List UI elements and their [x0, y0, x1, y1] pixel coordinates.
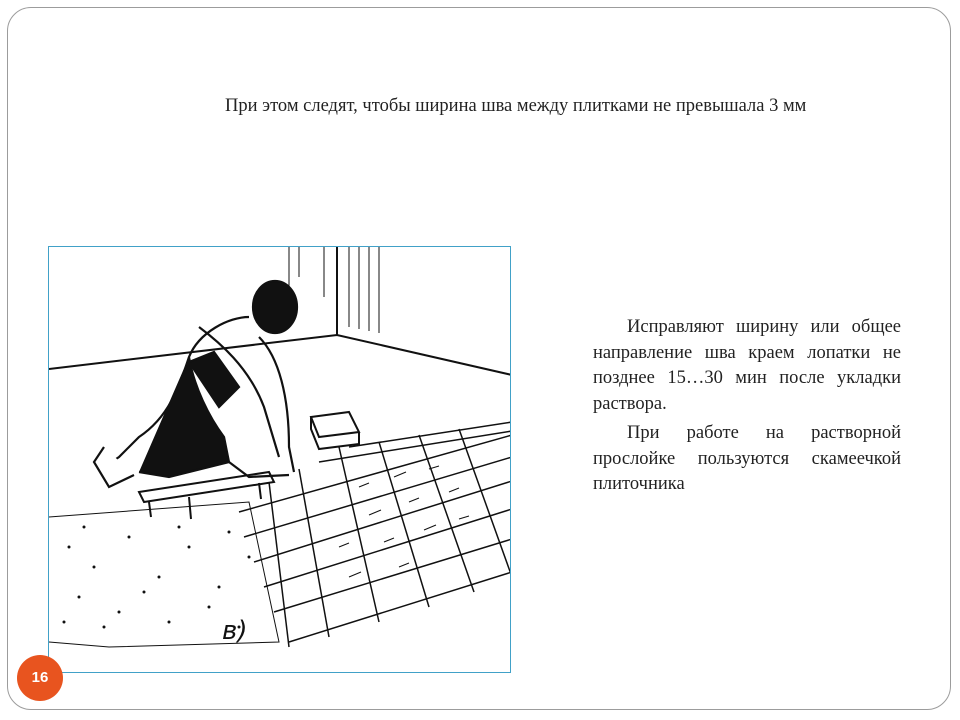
tile-grid [239, 422, 511, 647]
page-number-badge: 16 [17, 655, 63, 701]
worker-laying-tiles-drawing [49, 247, 511, 673]
tile-box [311, 412, 359, 437]
wall-floor-line [49, 335, 511, 375]
body-text [593, 315, 901, 502]
slide-title: При этом следят, чтобы ширина шва между плитками не превышала 3 мм [225, 96, 807, 116]
tiling-illustration [48, 246, 511, 673]
paragraph-1: Исправляют ширину или общее направление шва краем лопатки не позднее 15…30 мин после укладки раствора. [593, 317, 901, 414]
paragraph-2: При работе на растворной прослойке пользуются скамеечкой плиточника [593, 423, 901, 494]
figure-label: в) [222, 616, 248, 646]
worker-figure [94, 281, 297, 487]
